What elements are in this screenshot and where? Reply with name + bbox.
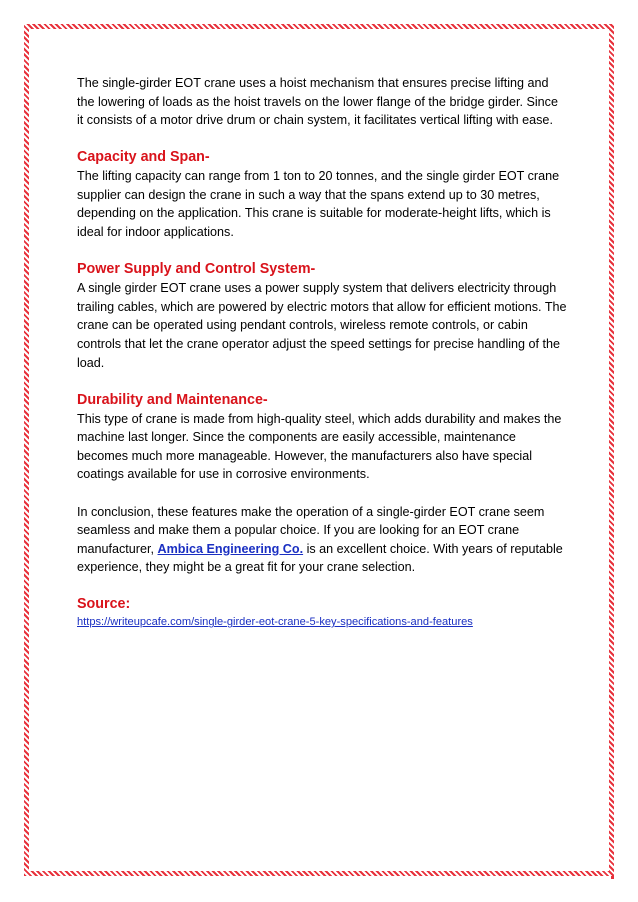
conclusion-paragraph <box>77 503 567 577</box>
ambica-engineering-link[interactable]: Ambica Engineering Co. <box>157 541 304 556</box>
capacity-paragraph: The lifting capacity can range from 1 ton to 20 tonnes, and the single girder EOT crane supplier can design the crane in such a way that the spans extend up to 30 metres, depending on the application. This crane is suitable for moderate-height lifts, which is ideal for indoor applications. <box>77 169 560 240</box>
durability-heading: Durability and Maintenance- <box>77 391 268 408</box>
source-link[interactable]: https://writeupcafe.com/single-girder-eot-crane-5-key-specifications-and-features <box>77 616 473 629</box>
intro-paragraph: The single-girder EOT crane uses a hoist mechanism that ensures precise lifting and the lowering of loads as the hoist travels on the lower flange of the bridge girder. Since it consists of a motor drive drum or chain system, it facilitates vertical lifting with ease. <box>77 76 558 128</box>
power-supply-paragraph: A single girder EOT crane uses a power supply system that delivers electricity through trailing cables, which are powered by electric motors that allow for efficient motions. The crane can be operated using pendant controls, wireless remote controls, or cabin controls that let the crane operator adjust the speed settings for precise handling of the load. <box>77 281 567 370</box>
conclusion-text-after: is an excellent choice. With years of reputable experience, they might be a great fit for your crane selection. <box>77 541 563 575</box>
durability-paragraph: This type of crane is made from high-quality steel, which adds durability and makes the machine last longer. Since the components are easily accessible, maintenance becomes much more manageable. However, the manufacturers also have special coatings available for use in corrosive environments. <box>77 411 562 482</box>
document-body <box>77 74 567 631</box>
capacity-heading: Capacity and Span- <box>77 149 210 166</box>
conclusion-text-before: In conclusion, these features make the operation of a single-girder EOT crane seem seamless and make them a popular choice. If you are looking for an EOT crane manufacturer, <box>77 504 545 556</box>
page-corner-mark <box>611 876 614 879</box>
source-heading: Source: <box>77 596 131 613</box>
power-supply-heading: Power Supply and Control System- <box>77 261 316 278</box>
